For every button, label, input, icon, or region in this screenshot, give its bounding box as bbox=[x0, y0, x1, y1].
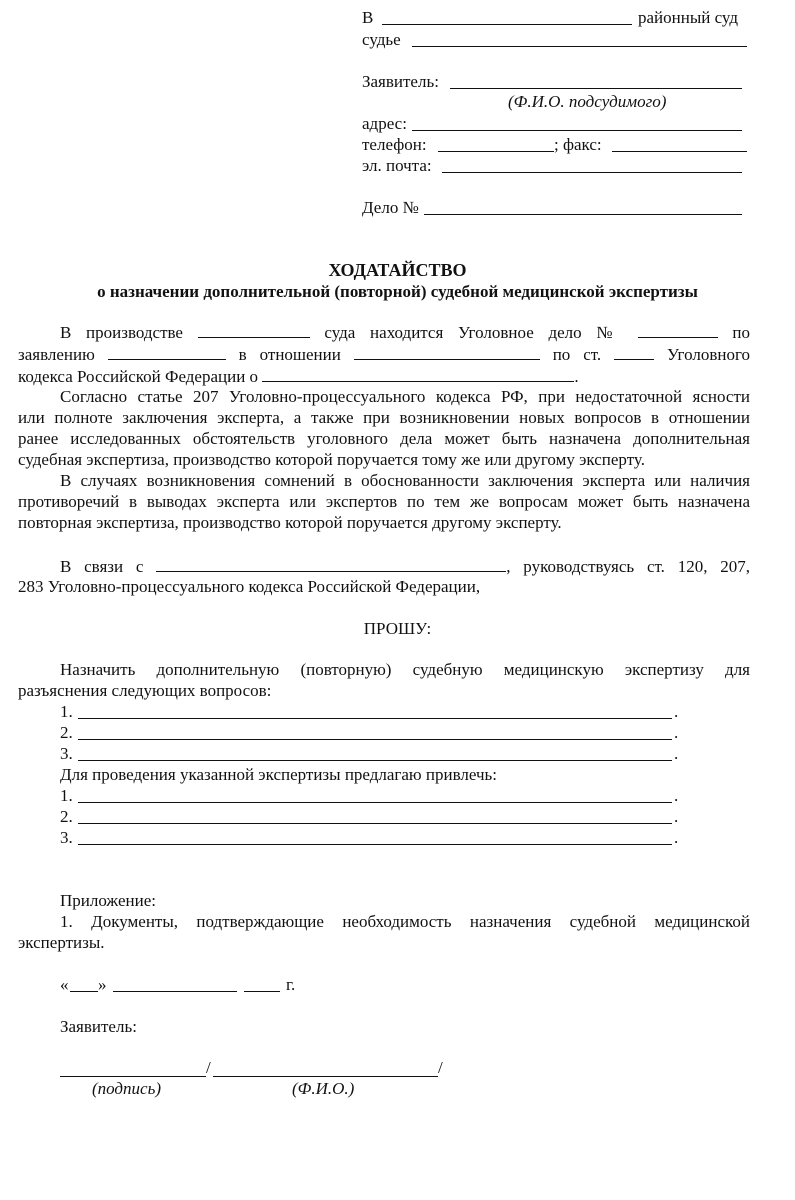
appendix-label: Приложение: bbox=[60, 891, 156, 910]
signature-separator-1: / bbox=[206, 1058, 211, 1077]
document-page: В районный суд судье Заявитель: (Ф.И.О. подсудимого) адрес: телефон: ; факс: эл. почта: Дело № ХОДАТАЙСТВО о назначении дополнительной (повторной) судебной медицинской экспертизы В производстве суда находится Уголовное дело № по заявлению в отношении по ст. Уголовного кодекса Российской Федерации о . Согласно статье 207 Уголовно-процессуального кодекса РФ, при недостаточной ясности или полноте заключения эксперта, а также при возникновении новых вопросов в отношении ранее исследованных обстоятельств уголовного дела может быть назначена дополнительная судебная экспертиза, производство которой поручается тому же или другому эксперту. В случаях возникновения сомнений в обоснованности заключения эксперта или наличия противоречий в выводах эксперта или экспертов по тем же вопросам может быть назначена повторная экспертиза, производство которой поручается другому эксперту. В связи с , руководствуясь ст. 120, 207, 283 Уголовно-процессуального кодекса Российской Федерации, ПРОШУ: Назначить дополнительную (повторную) судебную медицинскую экспертизу для разъяснения следующих вопросов: 1. . 2. . 3. . Для проведения указанной экспертизы предлагаю привлечь: 1. . 2. . 3. . Приложение: 1. Документы, подтверждающие необходимость назначения судебной медицинской экспертизы. « » г. Заявитель: / / (подпись) (Ф.И.О.) bbox=[0, 0, 795, 1200]
document-subtitle: о назначении дополнительной (повторной) судебной медицинской экспертизы bbox=[97, 282, 698, 301]
article-blank[interactable] bbox=[614, 344, 654, 360]
expert-number-1: 1. bbox=[60, 786, 73, 805]
signature-applicant-label: Заявитель: bbox=[60, 1017, 137, 1036]
phone-field[interactable] bbox=[438, 151, 554, 152]
court-prefix: В bbox=[362, 8, 374, 27]
expert-field-1[interactable] bbox=[78, 802, 672, 803]
applicant-name-field[interactable] bbox=[450, 88, 742, 89]
paragraph-2-line-3: ранее исследованных обстоятельств уголовного дела может быть назначена дополнительная bbox=[18, 429, 750, 448]
charge-blank[interactable] bbox=[262, 366, 574, 382]
expert-number-3: 3. bbox=[60, 828, 73, 847]
address-field[interactable] bbox=[412, 130, 742, 131]
paragraph-4-line-1: В связи с , руководствуясь ст. 120, 207, bbox=[60, 557, 750, 576]
question-field-3[interactable] bbox=[78, 760, 672, 761]
expert-number-2: 2. bbox=[60, 807, 73, 826]
court-blank[interactable] bbox=[198, 322, 310, 338]
phone-label: телефон: bbox=[362, 135, 427, 154]
paragraph-3-line-3: повторная экспертиза, производство которой поручается другому эксперту. bbox=[18, 513, 562, 532]
date-day-field[interactable] bbox=[70, 991, 98, 992]
paragraph-2-line-1: Согласно статье 207 Уголовно-процессуального кодекса РФ, при недостаточной ясности bbox=[60, 387, 750, 406]
judge-name-field[interactable] bbox=[412, 46, 747, 47]
judge-label: судье bbox=[362, 30, 401, 49]
paragraph-1-line-3: кодекса Российской Федерации о . bbox=[18, 367, 579, 386]
paragraph-3-line-2: противоречий в выводах эксперта или экспертов по тем же вопросам может быть назначена bbox=[18, 492, 750, 511]
court-suffix: районный суд bbox=[638, 8, 739, 27]
appendix-line-2: экспертизы. bbox=[18, 933, 105, 952]
expert-field-3[interactable] bbox=[78, 844, 672, 845]
request-line-1: Назначить дополнительную (повторную) судебную медицинскую экспертизу для bbox=[60, 660, 750, 679]
paragraph-1-line-1: В производстве суда находится Уголовное дело № по bbox=[60, 323, 751, 342]
question-field-1[interactable] bbox=[78, 718, 672, 719]
question-number-1: 1. bbox=[60, 702, 73, 721]
applicant-label: Заявитель: bbox=[362, 72, 439, 91]
case-number-label: Дело № bbox=[362, 198, 419, 217]
paragraph-4-line-2: 283 Уголовно-процессуального кодекса Российской Федерации, bbox=[18, 577, 481, 596]
expert-field-2[interactable] bbox=[78, 823, 672, 824]
paragraph-2-line-4: судебная экспертиза, производство которой поручается тому же или другому эксперту. bbox=[18, 450, 645, 469]
request-line-2: разъяснения следующих вопросов: bbox=[18, 681, 272, 700]
case-number-field[interactable] bbox=[424, 214, 742, 215]
paragraph-3-line-1: В случаях возникновения сомнений в обоснованности заключения эксперта или наличия bbox=[60, 471, 750, 490]
document-title: ХОДАТАЙСТВО bbox=[328, 260, 467, 280]
question-field-2[interactable] bbox=[78, 739, 672, 740]
fax-label: ; факс: bbox=[554, 135, 602, 154]
request-heading: ПРОШУ: bbox=[363, 619, 432, 638]
question-number-3: 3. bbox=[60, 744, 73, 763]
paragraph-1-line-2: заявлению в отношении по ст. Уголовного bbox=[18, 345, 751, 364]
question-number-2: 2. bbox=[60, 723, 73, 742]
email-field[interactable] bbox=[442, 172, 742, 173]
paragraph-2-line-2: или полноте заключения эксперта, а также при возникновении новых вопросов в отношении bbox=[18, 408, 750, 427]
appendix-line-1: 1. Документы, подтверждающие необходимость назначения судебной медицинской bbox=[60, 912, 750, 931]
court-name-field[interactable] bbox=[382, 24, 632, 25]
experts-intro: Для проведения указанной экспертизы предлагаю привлечь: bbox=[60, 765, 498, 784]
criminal-case-number-blank[interactable] bbox=[638, 322, 718, 338]
address-label: адрес: bbox=[362, 114, 407, 133]
name-hint: (Ф.И.О.) bbox=[292, 1079, 355, 1098]
fax-field[interactable] bbox=[612, 151, 747, 152]
applicant-hint: (Ф.И.О. подсудимого) bbox=[508, 92, 667, 111]
reason-blank[interactable] bbox=[156, 556, 506, 572]
signature-field[interactable] bbox=[60, 1076, 206, 1077]
defendant-blank[interactable] bbox=[354, 344, 540, 360]
signature-separator-2: / bbox=[438, 1058, 443, 1077]
date-year-field[interactable] bbox=[244, 991, 280, 992]
signature-hint: (подпись) bbox=[92, 1079, 161, 1098]
date-month-field[interactable] bbox=[113, 991, 237, 992]
signature-name-field[interactable] bbox=[213, 1076, 438, 1077]
email-label: эл. почта: bbox=[362, 156, 432, 175]
applicant-blank[interactable] bbox=[108, 344, 226, 360]
year-suffix: г. bbox=[286, 975, 296, 994]
